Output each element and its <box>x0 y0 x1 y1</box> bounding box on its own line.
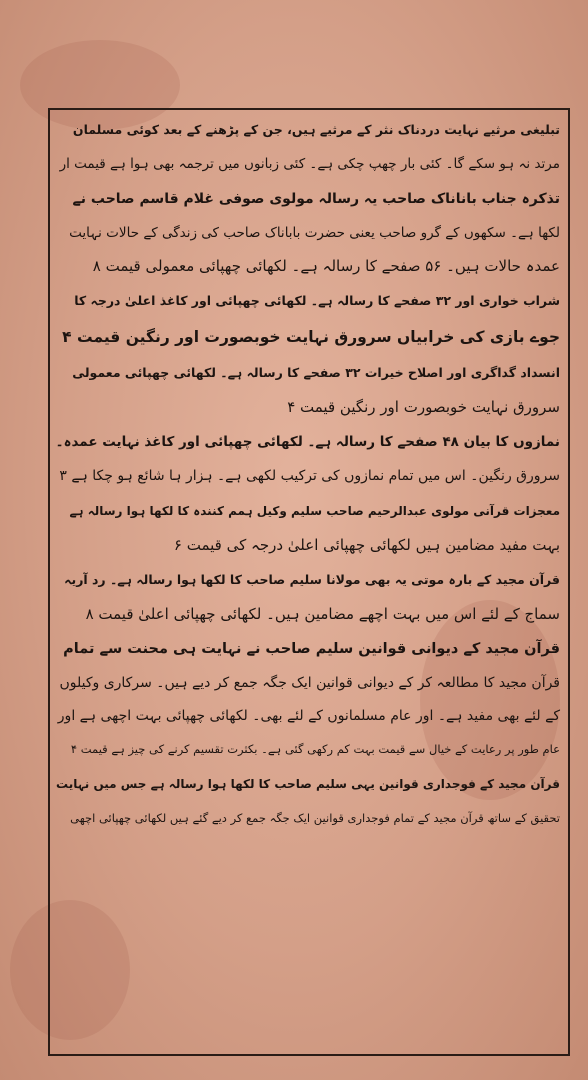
text-line: عام طور پر رعایت کے خیال سے قیمت بہت کم رکھی گئی ہے۔ بکثرت تقسیم کرنے کی چیز ہے قیمت ۴ <box>70 742 560 756</box>
text-line: عمدہ حالات ہیں۔ ۵۶ صفحے کا رسالہ ہے۔ لکھائی چھپائی معمولی قیمت ۸ <box>92 257 560 275</box>
text-line: بہت مفید مضامین ہیں لکھائی چھپائی اعلیٰ درجہ کی قیمت ۶ <box>173 536 560 554</box>
entry-heading-line: جوے بازی کی خرابیاں سرورق نہایت خوبصورت اور رنگین قیمت ۴ <box>62 328 560 346</box>
text-line: تحقیق کے ساتھ قرآن مجید کے تمام فوجداری قوانین ایک جگہ جمع کر دیے گئے ہیں لکھائی چھپائی اچھی <box>70 811 560 825</box>
entry-heading-line: قرآن مجید کے فوجداری قوانین یہی سلیم صاحب کا لکھا ہوا رسالہ ہے جس میں نہایت <box>56 777 560 791</box>
text-block <box>52 112 564 835</box>
entry-heading-line: تبلیغی مرثیے نہایت دردناک نثر کے مرثیے ہیں، جن کے پڑھنے کے بعد کوئی مسلمان <box>72 122 560 137</box>
text-line: سرورق نہایت خوبصورت اور رنگین قیمت ۴ <box>287 398 560 416</box>
entry-heading-line: شراب خواری اور ۳۲ صفحے کا رسالہ ہے۔ لکھائی چھپائی اور کاغذ اعلیٰ درجہ کا <box>74 293 560 308</box>
entry-heading-line: نمازوں کا بیان ۴۸ صفحے کا رسالہ ہے۔ لکھائی چھپائی اور کاغذ نہایت عمدہ۔ <box>55 434 560 450</box>
text-line: سماج کے لئے اس میں بہت اچھے مضامین ہیں۔ لکھائی چھپائی اعلیٰ قیمت ۸ <box>85 605 560 623</box>
text-line: سرورق رنگین۔ اس میں تمام نمازوں کی ترکیب لکھی ہے۔ ہزار ہا شائع ہو چکا ہے ۳ <box>59 468 560 484</box>
text-line: مرتد نہ ہو سکے گا۔ کئی بار چھپ چکی ہے۔ کئی زبانوں میں ترجمہ بھی ہوا ہے قیمت ار <box>59 156 560 172</box>
entry-heading-line: قرآن مجید کے بارہ موتی یہ بھی مولانا سلیم صاحب کا لکھا ہوا رسالہ ہے۔ رد آریہ <box>64 572 560 587</box>
entry-heading-line: انسداد گداگری اور اصلاح خیرات ۳۲ صفحے کا رسالہ ہے۔ لکھائی چھپائی معمولی <box>72 365 560 380</box>
text-line: کے لئے بھی مفید ہے۔ اور عام مسلمانوں کے لئے بھی۔ لکھائی چھپائی بہت اچھی ہے اور <box>57 708 560 724</box>
entry-heading-line: معجزات قرآنی مولوی عبدالرحیم صاحب سلیم وکیل ہمم کنندہ کا لکھا ہوا رسالہ ہے <box>69 504 560 518</box>
text-line: قرآن مجید کا مطالعہ کر کے دیوانی قوانین ایک جگہ جمع کر دیے ہیں۔ سرکاری وکیلوں <box>59 675 560 691</box>
text-line: لکھا ہے۔ سکھوں کے گرو صاحب یعنی حضرت باباناک صاحب کی زندگی کے حالات نہایت <box>69 225 560 241</box>
entry-heading-line: تذکرہ جناب باناناک صاحب یہ رسالہ مولوی صوفی غلام قاسم صاحب نے <box>72 191 560 207</box>
entry-heading-line: قرآن مجید کے دیوانی قوانین سلیم صاحب نے نہایت ہی محنت سے تمام <box>63 641 560 657</box>
